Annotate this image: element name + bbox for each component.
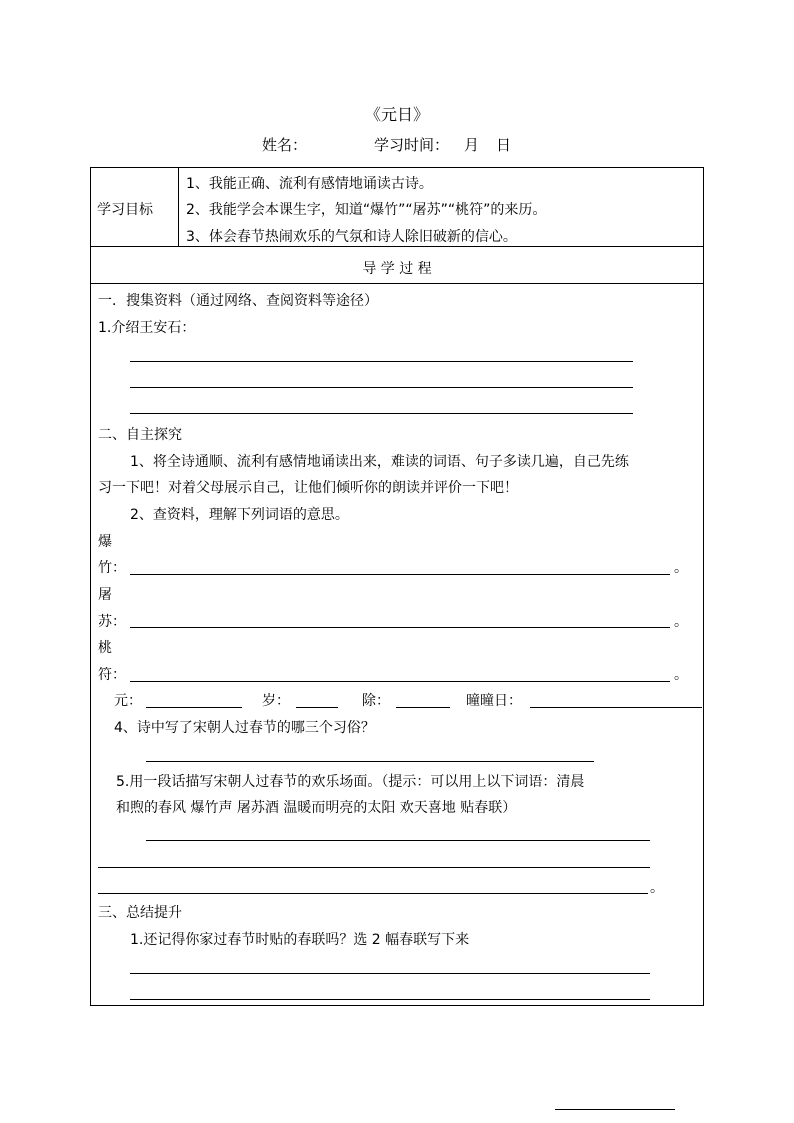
word-sui-line[interactable] bbox=[296, 707, 338, 708]
goal-item-1: 1、我能正确、流利有感情地诵读古诗。 bbox=[186, 176, 433, 192]
term-1-period: 。 bbox=[674, 560, 688, 576]
section2-q4: 4、诗中写了宋朝人过春节的哪三个习俗？ bbox=[114, 720, 375, 736]
section2-q5-line2: 和煦的春风 爆竹声 屠苏酒 温暖而明亮的太阳 欢天喜地 贴春联） bbox=[116, 800, 517, 816]
goals-divider bbox=[178, 167, 179, 246]
section3-answer-line[interactable] bbox=[130, 999, 650, 1000]
word-chu-line[interactable] bbox=[396, 707, 450, 708]
word-yuan: 元： bbox=[114, 693, 142, 709]
goal-item-2: 2、我能学会本课生字，知道“爆竹”“屠苏”“桃符”的来历。 bbox=[186, 202, 547, 218]
month-label: 月 bbox=[464, 136, 480, 154]
word-tongtong: 曈曈日： bbox=[466, 693, 522, 709]
word-chu: 除： bbox=[362, 693, 390, 709]
answer-line[interactable] bbox=[130, 387, 633, 388]
row-divider-goals bbox=[90, 246, 703, 247]
section2-p1-line1: 1、将全诗通顺、流利有感情地诵读出来，难读的词语、句子多读几遍，自己先练 bbox=[130, 454, 629, 470]
q4-answer-line[interactable] bbox=[146, 761, 594, 762]
word-tongtong-line[interactable] bbox=[530, 707, 702, 708]
term-2-period: 。 bbox=[674, 614, 688, 630]
footer-line bbox=[555, 1109, 675, 1110]
term-3-top: 桃 bbox=[98, 640, 112, 656]
answer-line[interactable] bbox=[130, 361, 633, 362]
term-2-bottom: 苏： bbox=[98, 614, 126, 630]
section1-q1: 1.介绍王安石： bbox=[98, 320, 196, 336]
time-label: 学习时间： bbox=[374, 136, 450, 154]
process-heading: 导 学 过 程 bbox=[362, 261, 432, 277]
answer-line[interactable] bbox=[130, 413, 633, 414]
term-2-top: 屠 bbox=[98, 587, 112, 603]
page-title: 《元日》 bbox=[364, 105, 429, 124]
q5-answer-line[interactable] bbox=[98, 867, 650, 868]
term-3-period: 。 bbox=[674, 667, 688, 683]
name-label: 姓名： bbox=[262, 136, 308, 154]
section1-title: 一．搜集资料（通过网络、查阅资料等途径） bbox=[98, 293, 378, 309]
q5-answer-line[interactable] bbox=[146, 840, 650, 841]
section3-title: 三、总结提升 bbox=[98, 905, 182, 921]
term-2-answer-line[interactable] bbox=[130, 627, 670, 628]
q5-end-period: 。 bbox=[650, 880, 664, 896]
term-1-bottom: 竹： bbox=[98, 560, 126, 576]
section2-title: 二、自主探究 bbox=[98, 427, 182, 443]
section3-q1: 1.还记得你家过春节时贴的春联吗？选 2 幅春联写下来 bbox=[130, 932, 470, 948]
goal-item-3: 3、体会春节热闹欢乐的气氛和诗人除旧破新的信心。 bbox=[186, 229, 517, 245]
word-yuan-line[interactable] bbox=[146, 707, 242, 708]
section2-q5-line1: 5.用一段话描写宋朝人过春节的欢乐场面。（提示：可以用上以下词语：清晨 bbox=[116, 774, 585, 790]
q5-answer-line[interactable] bbox=[98, 893, 648, 894]
section2-p2: 2、查资料，理解下列词语的意思。 bbox=[130, 507, 349, 523]
goals-label: 学习目标 bbox=[97, 202, 153, 218]
row-divider-process bbox=[90, 283, 703, 284]
word-sui: 岁： bbox=[262, 693, 290, 709]
day-label: 日 bbox=[496, 136, 512, 154]
section2-p1-line2: 习一下吧！对着父母展示自己，让他们倾听你的朗读并评价一下吧！ bbox=[98, 480, 518, 496]
term-3-answer-line[interactable] bbox=[130, 681, 670, 682]
term-1-answer-line[interactable] bbox=[130, 574, 670, 575]
section3-answer-line[interactable] bbox=[130, 973, 650, 974]
term-1-top: 爆 bbox=[98, 534, 112, 550]
term-3-bottom: 符： bbox=[98, 667, 126, 683]
